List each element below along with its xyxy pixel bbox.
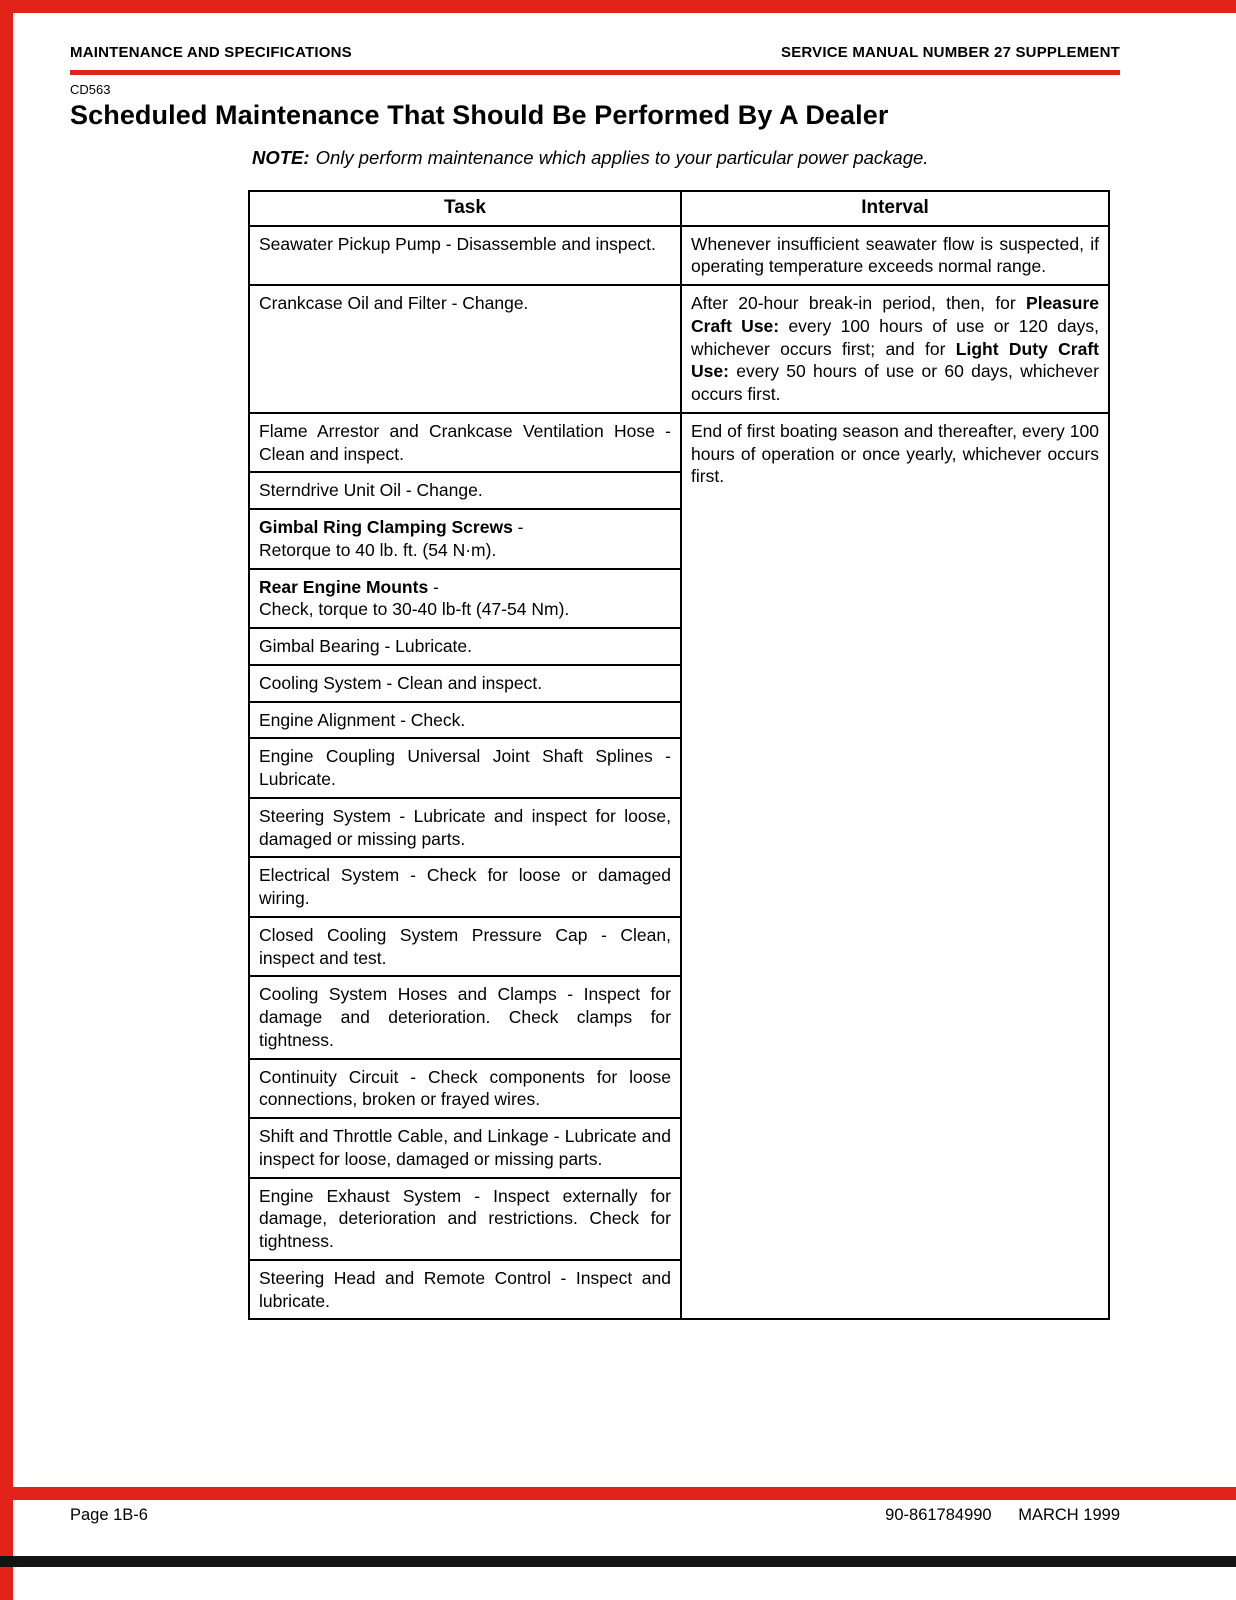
interval-column-header: Interval: [681, 191, 1109, 226]
text-segment: Closed Cooling System Pressure Cap - Clean, inspect and test.: [259, 924, 671, 968]
text-segment: -: [512, 517, 524, 538]
table-row: [249, 226, 1109, 286]
footer-page-number: Page 1B-6: [70, 1506, 148, 1524]
header-left-text: MAINTENANCE AND SPECIFICATIONS: [70, 44, 352, 61]
text-segment: -: [428, 576, 439, 597]
page-header: [70, 44, 1120, 75]
task-cell: [249, 917, 681, 977]
table-row: [249, 285, 1109, 413]
task-column-header: Task: [249, 191, 681, 226]
text-segment: Sterndrive Unit Oil - Change.: [259, 480, 483, 501]
maintenance-table-body: [249, 226, 1109, 1320]
interval-cell: [681, 285, 1109, 413]
task-cell: [249, 1178, 681, 1260]
text-segment: End of first boating season and thereafter, every 100 hours of operation or once yearly, whichever occurs first.: [691, 420, 1099, 487]
bold-text-segment: Light Duty Craft Use:: [691, 338, 1099, 382]
text-segment: Cooling System Hoses and Clamps - Inspect for damage and deterioration. Check clamps for tightness.: [259, 984, 671, 1050]
text-segment: every 50 hours of use or 60 days, whichever occurs first.: [691, 361, 1099, 405]
task-cell: [249, 226, 681, 286]
text-segment: Gimbal Bearing - Lubricate.: [259, 636, 473, 657]
interval-cell: [681, 413, 1109, 1320]
text-segment: Steering System - Lubricate and inspect for loose, damaged or missing parts.: [259, 805, 671, 849]
note-text: Only perform maintenance which applies to your particular power package.: [315, 147, 929, 168]
footer-part-number: 90-861784990: [885, 1506, 992, 1524]
footer-right: [885, 1506, 1120, 1525]
task-cell: [249, 702, 681, 739]
task-cell: [249, 798, 681, 858]
text-segment: Retorque to 40 lb. ft. (54 N·m).: [259, 539, 497, 560]
task-cell: [249, 413, 681, 473]
maintenance-table: [248, 190, 1110, 1320]
document-code: CD563: [70, 82, 111, 97]
task-cell: [249, 738, 681, 798]
text-segment: Seawater Pickup Pump - Disassemble and inspect.: [259, 233, 656, 254]
text-segment: Engine Alignment - Check.: [259, 709, 466, 730]
task-cell: [249, 1260, 681, 1320]
page-bottom-edge: [0, 1556, 1236, 1567]
text-segment: Whenever insufficient seawater flow is suspected, if operating temperature exceeds normal range.: [691, 233, 1099, 277]
task-cell: [249, 628, 681, 665]
task-cell: [249, 472, 681, 509]
top-accent-bar: [0, 0, 1236, 13]
text-segment: After 20-hour break-in period, then, for: [691, 293, 1027, 314]
text-segment: Cooling System - Clean and inspect.: [259, 672, 543, 693]
task-cell: [249, 1118, 681, 1178]
left-accent-bar: [0, 0, 13, 1600]
text-segment: Electrical System - Check for loose or damaged wiring.: [259, 865, 671, 909]
page-title: Scheduled Maintenance That Should Be Performed By A Dealer: [70, 100, 889, 130]
task-cell: [249, 1059, 681, 1119]
text-segment: Engine Exhaust System - Inspect externally for damage, deterioration and restrictions. Check for tightness.: [259, 1185, 671, 1252]
note-label: NOTE:: [252, 147, 310, 168]
text-segment: Flame Arrestor and Crankcase Ventilation Hose - Clean and inspect.: [259, 420, 671, 464]
text-segment: Steering Head and Remote Control - Inspect and lubricate.: [259, 1267, 671, 1311]
task-cell: [249, 569, 681, 629]
task-cell: [249, 509, 681, 569]
task-cell: [249, 285, 681, 413]
task-cell: [249, 976, 681, 1058]
task-cell: [249, 857, 681, 917]
interval-cell: [681, 226, 1109, 286]
header-right-text: SERVICE MANUAL NUMBER 27 SUPPLEMENT: [781, 44, 1120, 61]
bold-text-segment: Pleasure Craft Use:: [691, 293, 1099, 336]
bold-text-segment: Gimbal Ring Clamping Screws: [259, 517, 513, 538]
text-segment: Crankcase Oil and Filter - Change.: [259, 293, 529, 314]
task-cell: [249, 665, 681, 702]
page-footer: [70, 1506, 1120, 1525]
table-row: [249, 413, 1109, 473]
text-segment: every 100 hours of use or 120 days, whichever occurs first; and for: [691, 315, 1099, 359]
text-segment: Check, torque to 30-40 lb-ft (47-54 Nm).: [259, 599, 570, 620]
text-segment: Shift and Throttle Cable, and Linkage - Lubricate and inspect for loose, damaged or missing parts.: [259, 1126, 671, 1169]
table-header-row: [249, 191, 1109, 226]
note-line: [252, 147, 928, 169]
text-segment: Continuity Circuit - Check components for loose connections, broken or frayed wires.: [259, 1066, 671, 1110]
bold-text-segment: Rear Engine Mounts: [259, 576, 429, 597]
bottom-accent-bar: [0, 1487, 1236, 1500]
footer-date: MARCH 1999: [1018, 1506, 1120, 1524]
text-segment: Engine Coupling Universal Joint Shaft Splines - Lubricate.: [259, 746, 671, 790]
